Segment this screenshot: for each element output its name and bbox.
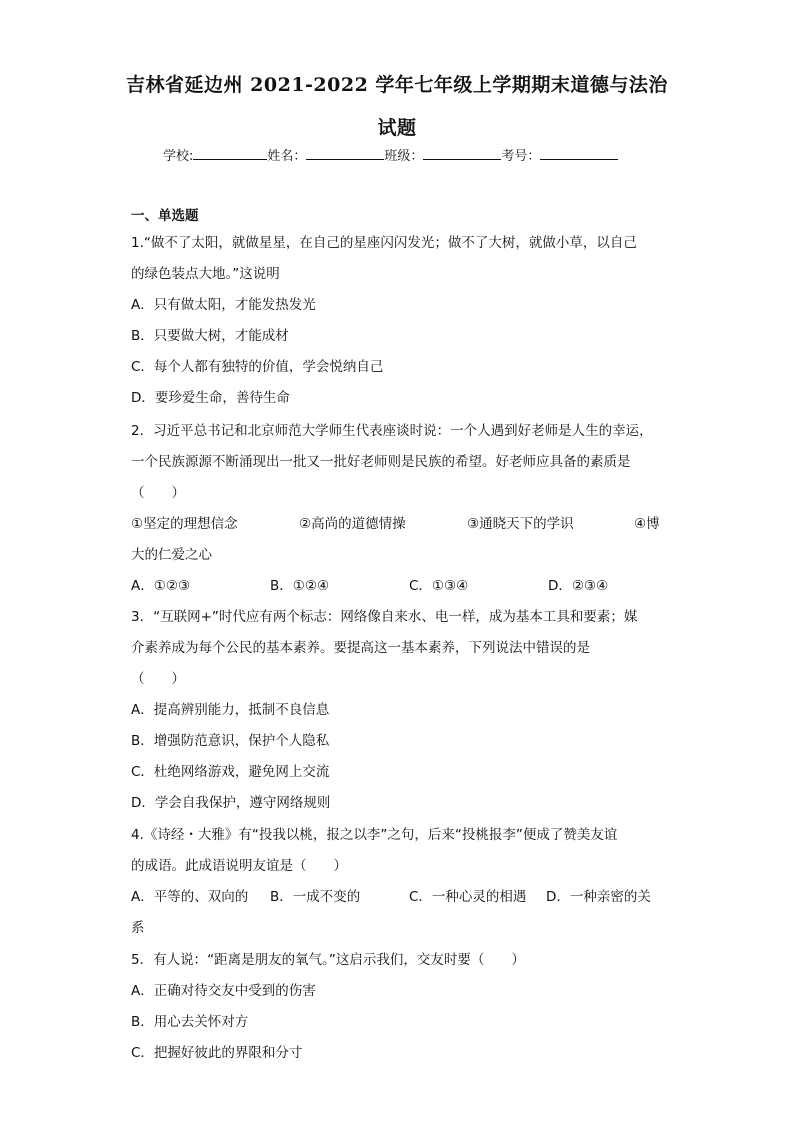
section-heading: 一、单选题 xyxy=(131,208,199,224)
question-2-line-3: （ ） xyxy=(131,485,185,501)
question-3-line-1: 3．“互联网+”时代应有两个标志：网络像自来水、电一样，成为基本工具和要素；媒 xyxy=(131,609,638,625)
q2-item-4-cont: 大的仁爱之心 xyxy=(131,547,212,563)
q1-option-b[interactable]: B．只要做大树，才能成材 xyxy=(131,328,289,344)
page-title-line2: 试题 xyxy=(377,117,417,139)
question-2-line-1: 2．习近平总书记和北京师范大学师生代表座谈时说：一个人遇到好老师是人生的幸运， xyxy=(131,423,653,439)
student-info-line xyxy=(163,145,618,164)
q2-item-2: ②高尚的道德情操 xyxy=(299,516,406,532)
q4-option-c[interactable]: C．一种心灵的相遇 xyxy=(409,889,527,905)
question-5-line-1: 5．有人说：“距离是朋友的氧气。”这启示我们，交友时要（ ） xyxy=(131,952,525,968)
question-3-line-2: 介素养成为每个公民的基本素养。要提高这一基本素养，下列说法中错误的是 xyxy=(131,640,590,656)
q2-option-c[interactable]: C．①③④ xyxy=(409,578,469,594)
school-field[interactable] xyxy=(193,147,267,160)
q1-option-c[interactable]: C．每个人都有独特的价值，学会悦纳自己 xyxy=(131,359,384,375)
name-label: 姓名： xyxy=(267,149,307,164)
exam-no-field[interactable] xyxy=(540,147,618,160)
q4-option-d[interactable]: D．一种亲密的关 xyxy=(546,889,651,905)
q3-option-b[interactable]: B．增强防范意识，保护个人隐私 xyxy=(131,733,330,749)
question-4-line-2: 的成语。此成语说明友谊是（ ） xyxy=(131,858,347,874)
q2-item-1: ①坚定的理想信念 xyxy=(131,516,238,532)
school-label: 学校: xyxy=(163,149,194,164)
class-field[interactable] xyxy=(423,147,501,160)
q2-options-row xyxy=(131,576,671,596)
question-2-line-2: 一个民族源源不断涌现出一批又一批好老师则是民族的希望。好老师应具备的素质是 xyxy=(131,454,631,470)
q2-items-row xyxy=(131,514,671,534)
q5-option-c[interactable]: C．把握好彼此的界限和分寸 xyxy=(131,1045,303,1061)
q2-option-a[interactable]: A．①②③ xyxy=(131,578,191,594)
question-1-line-2: 的绿色装点大地。”这说明 xyxy=(131,266,280,282)
q5-option-a[interactable]: A．正确对待交友中受到的伤害 xyxy=(131,983,316,999)
q3-option-a[interactable]: A．提高辨别能力，抵制不良信息 xyxy=(131,702,330,718)
class-label: 班级： xyxy=(384,149,424,164)
question-3-line-3: （ ） xyxy=(131,671,185,687)
q2-option-b[interactable]: B．①②④ xyxy=(270,578,330,594)
q5-option-b[interactable]: B．用心去关怀对方 xyxy=(131,1014,249,1030)
q4-option-d-cont: 系 xyxy=(131,920,145,936)
q1-option-d[interactable]: D．要珍爱生命，善待生命 xyxy=(131,390,290,406)
q3-option-c[interactable]: C．杜绝网络游戏，避免网上交流 xyxy=(131,764,330,780)
q2-option-d[interactable]: D．②③④ xyxy=(548,578,609,594)
q4-option-a[interactable]: A．平等的、双向的 xyxy=(131,889,249,905)
q1-option-a[interactable]: A．只有做太阳，才能发热发光 xyxy=(131,297,316,313)
exam-no-label: 考号： xyxy=(501,149,541,164)
q4-option-b[interactable]: B．一成不变的 xyxy=(270,889,361,905)
page-title: 吉林省延边州 2021-2022 学年七年级上学期期末道德与法治 xyxy=(126,74,668,96)
q3-option-d[interactable]: D．学会自我保护，遵守网络规则 xyxy=(131,795,331,811)
q2-item-4: ④博 xyxy=(634,516,660,532)
question-4-line-1: 4.《诗经・大雅》有“投我以桃，报之以李”之句，后来“投桃报李”便成了赞美友谊 xyxy=(131,827,618,843)
name-field[interactable] xyxy=(306,147,384,160)
q4-options-row xyxy=(131,887,671,907)
q2-item-3: ③通晓天下的学识 xyxy=(467,516,574,532)
question-1-line-1: 1.“做不了太阳，就做星星，在自己的星座闪闪发光；做不了大树，就做小草，以自己 xyxy=(131,235,637,251)
